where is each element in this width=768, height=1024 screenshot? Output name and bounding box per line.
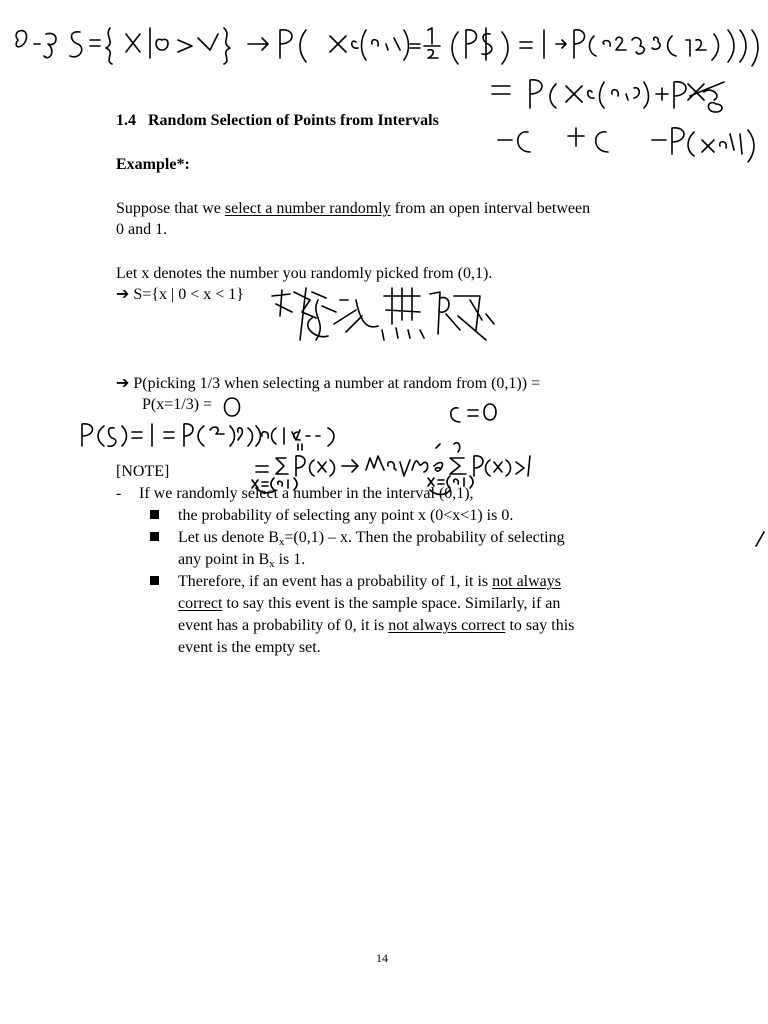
- page-number: 14: [376, 951, 388, 965]
- ink-arrow: [248, 38, 268, 50]
- bullet2-c: any point in B: [178, 551, 270, 568]
- para1-line1: [116, 198, 590, 219]
- ink-sum-line: [256, 443, 530, 476]
- note-dash: -: [116, 485, 122, 502]
- para1-line2: 0 and 1.: [116, 221, 168, 238]
- ink-P-expr: [280, 28, 440, 62]
- bullet3-b: to say this event is the sample space. Similarly, if an: [222, 595, 561, 612]
- note-bullet-3: [150, 571, 159, 592]
- para3-line1: [116, 373, 540, 394]
- ink-PS-eq: [452, 28, 758, 66]
- bullet3-u3: not always correct: [388, 617, 506, 634]
- bullet3-line4: event is the empty set.: [178, 639, 321, 656]
- arrow-icon: ➔: [116, 375, 130, 392]
- bullet2-b: =(0,1) – x. Then the probability of selecting: [284, 529, 565, 546]
- ink-stray-mark: [756, 532, 764, 546]
- ink-chinese-note: [272, 288, 494, 340]
- bullet3-line1: [178, 571, 561, 592]
- bullet3-a: Therefore, if an event has a probability of 1, it is: [178, 573, 493, 590]
- ink-S-def: [70, 28, 230, 64]
- ink-PS-union: [82, 424, 334, 447]
- bullet3-d: to say this: [505, 617, 575, 634]
- bullet2-d: is 1.: [274, 551, 306, 568]
- bullet3-c: event has a probability of 0, it is: [178, 617, 389, 634]
- square-bullet-icon: [150, 576, 159, 585]
- section-heading: [116, 110, 439, 131]
- bullet3-line3: [178, 615, 574, 636]
- para3-line2: P(x=1/3) =: [142, 396, 213, 413]
- ink-line2: [492, 80, 724, 112]
- note-bullet-2: [150, 527, 159, 548]
- square-bullet-icon: [150, 532, 159, 541]
- square-bullet-icon: [150, 510, 159, 519]
- para1-after: from an open interval between: [390, 200, 591, 217]
- ink-c-small: [294, 432, 302, 450]
- para2-line1: Let x denotes the number you randomly picked from (0,1).: [116, 265, 493, 282]
- para3-text: P(picking 1/3 when selecting a number at random from (0,1)) =: [133, 375, 541, 392]
- ink-line3: [498, 128, 754, 162]
- ink-eg: [16, 31, 56, 58]
- ink-c-eq-0: [451, 404, 496, 422]
- para1-before: Suppose that we: [116, 200, 225, 217]
- bullet1-text: the probability of selecting any point x (0<x<1) is 0.: [178, 507, 514, 524]
- note-bullet-1: [150, 505, 159, 526]
- para2-line2: [116, 284, 244, 305]
- bullet3-line2: [178, 593, 560, 614]
- section-title: Random Selection of Points from Intervals: [148, 112, 439, 129]
- bullet2-a: Let us denote B: [178, 529, 279, 546]
- ink-zero: [225, 398, 240, 416]
- bullet2-sub2: x: [269, 558, 275, 570]
- note-label: [NOTE]: [116, 463, 170, 480]
- note-intro: If we randomly select a number in the interval (0,1),: [139, 485, 474, 502]
- arrow-icon: ➔: [116, 286, 130, 303]
- example-label: Example*:: [116, 156, 190, 173]
- bullet3-u1: not always: [492, 573, 561, 590]
- sample-space-def: S={x | 0 < x < 1}: [133, 286, 244, 303]
- bullet3-u2: correct: [178, 595, 223, 612]
- para1-underlined: select a number randomly: [224, 200, 391, 217]
- bullet2-sub1: x: [278, 536, 285, 548]
- section-number: 1.4: [116, 112, 136, 129]
